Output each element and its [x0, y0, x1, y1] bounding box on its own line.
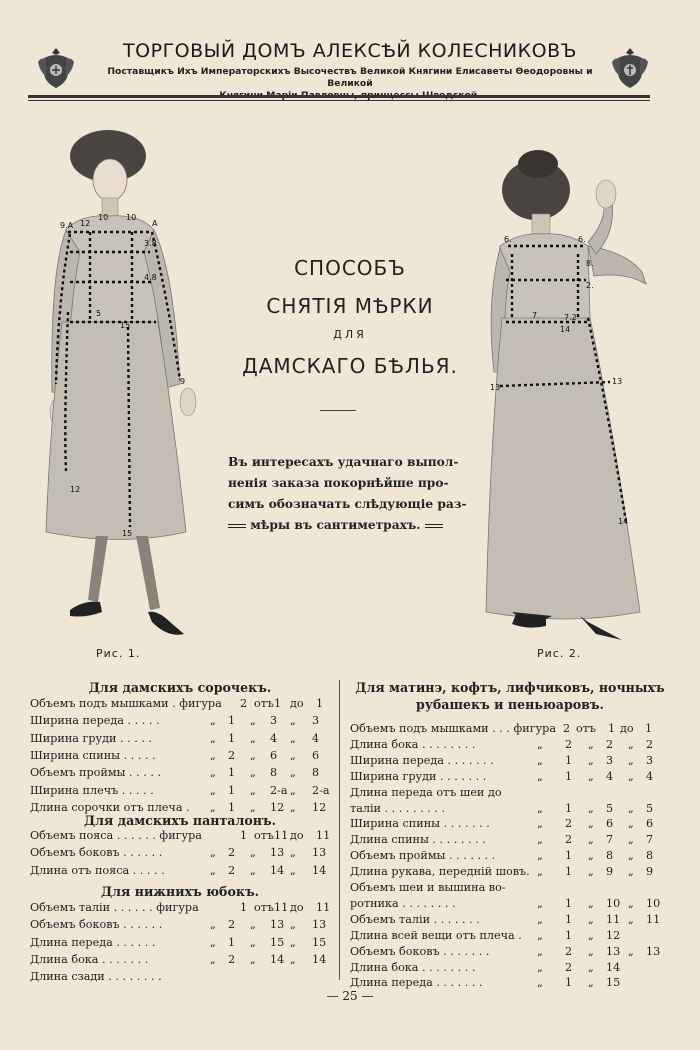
row-value: „ [250, 766, 256, 780]
row-value: 8 [270, 766, 278, 780]
row-value: „ [290, 731, 296, 745]
table-row [0, 738, 700, 754]
table-row [0, 897, 700, 913]
company-title: ТОРГОВЫЙ ДОМЪ АЛЕКСѢЙ КОЛЕСНИКОВЪ [123, 40, 577, 62]
row-value: 11 [274, 901, 289, 914]
row-value: 13 [312, 918, 327, 932]
row-value: „ [290, 952, 296, 966]
row-value: „ [210, 863, 216, 877]
row-value: „ [537, 896, 543, 910]
row-label: Длина всей вещи отъ плеча . [350, 928, 522, 942]
row-value: „ [537, 976, 543, 990]
row-value: 1 [228, 935, 236, 949]
intro-line: ненія заказа покорнѣйше про- [228, 476, 449, 490]
table-row [0, 833, 700, 849]
heading-line-3: ДЛЯ [333, 328, 367, 341]
row-value: 1 [274, 697, 282, 710]
row-value: „ [210, 748, 216, 762]
svg-text:2.: 2. [586, 281, 594, 290]
row-value: 12 [312, 800, 327, 814]
row-value: 1 [565, 928, 573, 942]
table-row [0, 783, 700, 802]
row-value: 6 [646, 817, 654, 831]
row-value: отъ [576, 722, 597, 735]
row-value: 13 [646, 944, 661, 958]
row-value: 2 [565, 960, 573, 974]
row-label: Ширина спины . . . . . . . [350, 817, 490, 831]
row-value: 4 [646, 769, 654, 783]
row-value: 1 [645, 722, 653, 735]
row-value: „ [250, 714, 256, 728]
row-value: 9 [606, 865, 614, 879]
row-value: 12 [270, 800, 285, 814]
row-value: 2 [646, 737, 654, 751]
row-value: 10 [606, 896, 621, 910]
svg-text:7.2: 7.2 [564, 313, 577, 322]
intro-line: симъ обозначать слѣдующіе раз- [228, 497, 467, 511]
row-label: таліи . . . . . . . . . [350, 801, 446, 815]
row-value: 2 [565, 737, 573, 751]
row-value: 14 [606, 960, 621, 974]
row-value: „ [210, 714, 216, 728]
row-value: „ [588, 960, 594, 974]
row-value: „ [250, 731, 256, 745]
row-value: 1 [228, 800, 236, 814]
row-value: „ [628, 849, 634, 863]
row-value: 12 [606, 928, 621, 942]
row-value: 1 [565, 769, 573, 783]
row-label: Длина сзади . . . . . . . . [30, 970, 162, 984]
row-value: 7 [606, 833, 614, 847]
svg-text:14: 14 [618, 517, 629, 526]
row-value: „ [588, 896, 594, 910]
svg-text:4.8: 4.8 [144, 273, 157, 282]
svg-text:6.: 6. [504, 235, 512, 244]
row-value: отъ [254, 901, 275, 914]
svg-text:5: 5 [96, 309, 102, 318]
table-row [0, 865, 700, 881]
row-value: „ [588, 944, 594, 958]
row-label: Объемъ проймы . . . . . . . [350, 849, 496, 863]
row-value: 2 [563, 722, 571, 735]
row-value: 14 [312, 952, 327, 966]
svg-text:15: 15 [120, 321, 131, 330]
section-title-petticoats: Для нижнихъ юбокъ. [100, 884, 259, 899]
row-label: Длина переда . . . . . . [30, 935, 156, 949]
page-number: — 25 — [326, 989, 374, 1003]
row-value: 2 [606, 737, 614, 751]
row-value: 2 [228, 846, 236, 860]
row-label: Объемъ подъ мышками . фигура [30, 697, 222, 710]
row-value: „ [290, 935, 296, 949]
svg-text:10: 10 [126, 213, 137, 222]
ornament-rule [320, 410, 356, 411]
row-value: 3 [646, 753, 654, 767]
coat-of-arms-icon [36, 46, 76, 90]
row-label: Ширина плечъ . . . . . [30, 783, 154, 797]
row-value: 15 [312, 935, 327, 949]
row-value: 1 [316, 697, 324, 710]
row-value: „ [210, 935, 216, 949]
row-value: 1 [565, 896, 573, 910]
row-value: 6 [270, 748, 278, 762]
figure-2-back-illustration [476, 142, 656, 647]
table-row [0, 817, 700, 833]
row-value: „ [290, 766, 296, 780]
row-value: 4 [270, 731, 278, 745]
section-title-matinee-line1: Для матинэ, кофтъ, лифчиковъ, ночныхъ [355, 680, 665, 695]
row-label: Ширина груди . . . . . . . [350, 769, 487, 783]
svg-text:A: A [152, 219, 158, 228]
row-value: „ [628, 865, 634, 879]
row-value: „ [628, 833, 634, 847]
svg-text:13: 13 [612, 377, 623, 386]
row-value: 1 [240, 829, 248, 842]
row-value: „ [290, 846, 296, 860]
header-rule [28, 100, 650, 101]
row-value: 1 [240, 901, 248, 914]
row-value: 2 [240, 697, 248, 710]
row-value: 3 [270, 714, 278, 728]
row-label: Ширина спины . . . . . [30, 748, 156, 762]
row-value: „ [210, 766, 216, 780]
table-row [0, 770, 700, 786]
row-value: „ [537, 817, 543, 831]
row-value: „ [250, 952, 256, 966]
row-label: Объемъ таліи . . . . . . фигура [30, 901, 199, 914]
svg-text:6.: 6. [578, 235, 586, 244]
row-value: 13 [270, 918, 285, 932]
intro-paragraph [228, 452, 467, 536]
row-value: 1 [565, 801, 573, 815]
row-value: 3 [606, 753, 614, 767]
coat-of-arms-icon [610, 46, 650, 90]
row-value: „ [537, 960, 543, 974]
row-value: 2 [228, 748, 236, 762]
row-label: Объемъ пояса . . . . . . фигура [30, 829, 202, 842]
row-value: 1 [228, 731, 236, 745]
row-value: 11 [274, 829, 289, 842]
svg-text:12: 12 [80, 219, 91, 228]
svg-text:14: 14 [560, 325, 571, 334]
row-value: 15 [270, 935, 285, 949]
double-rule-ornament [425, 524, 443, 528]
row-value: 5 [606, 801, 614, 815]
row-value: „ [628, 944, 634, 958]
row-value: „ [210, 952, 216, 966]
row-value: 6 [606, 817, 614, 831]
row-value: „ [290, 783, 296, 797]
row-value: 2 [565, 944, 573, 958]
row-value: „ [537, 865, 543, 879]
svg-text:12: 12 [70, 485, 81, 494]
heading-line-1: СПОСОБЪ [294, 256, 406, 280]
row-value: „ [628, 817, 634, 831]
row-label: Длина переда . . . . . . . [350, 976, 483, 990]
row-value: „ [537, 801, 543, 815]
header-rule [28, 95, 650, 98]
row-value: „ [588, 976, 594, 990]
table-row [0, 849, 700, 865]
row-label: Длина бока . . . . . . . . [350, 737, 476, 751]
row-value: „ [250, 935, 256, 949]
row-value: 1 [228, 766, 236, 780]
row-label: Объемъ боковъ . . . . . . [30, 918, 163, 932]
svg-text:3.8: 3.8 [144, 239, 157, 248]
svg-text:15: 15 [122, 529, 133, 538]
row-value: 2-а [312, 783, 330, 797]
heading-line-2: СНЯТІЯ МѢРКИ [266, 294, 434, 318]
row-label: Объемъ боковъ . . . . . . . [350, 944, 490, 958]
row-value: 1 [228, 783, 236, 797]
row-label: Длина спины . . . . . . . . [350, 833, 486, 847]
table-row [0, 722, 700, 738]
row-value: „ [537, 928, 543, 942]
row-value: „ [290, 714, 296, 728]
svg-text:13: 13 [490, 383, 501, 392]
row-value: 14 [312, 863, 327, 877]
row-value: „ [628, 753, 634, 767]
row-value: „ [290, 863, 296, 877]
row-label: Длина рукава, передній шовъ. [350, 865, 530, 879]
row-value: 4 [606, 769, 614, 783]
row-label: Объемъ боковъ . . . . . . [30, 846, 163, 860]
row-value: 14 [270, 952, 285, 966]
row-label: Объемъ таліи . . . . . . . [350, 912, 480, 926]
svg-text:9.A: 9.A [60, 221, 74, 230]
row-value: до [290, 829, 304, 842]
table-row [0, 945, 700, 961]
row-value: „ [210, 783, 216, 797]
row-value: 1 [608, 722, 616, 735]
row-value: 4 [312, 731, 320, 745]
row-value: „ [628, 896, 634, 910]
row-value: „ [588, 769, 594, 783]
subtitle-line: Поставщикъ Ихъ Императорскихъ Высочествъ Великой Княгини Елисаветы Θеодоровны и Великой [107, 66, 593, 89]
row-value: 6 [312, 748, 320, 762]
row-value: „ [628, 737, 634, 751]
svg-text:10: 10 [98, 213, 109, 222]
row-value: „ [537, 737, 543, 751]
row-value: „ [588, 928, 594, 942]
row-value: 8 [312, 766, 320, 780]
row-value: 13 [270, 846, 285, 860]
row-value: „ [537, 833, 543, 847]
table-row [0, 961, 700, 977]
heading-line-4: ДАМСКАГО БѢЛЬЯ. [242, 354, 458, 378]
row-value: „ [537, 769, 543, 783]
table-row [0, 697, 340, 713]
row-value: 11 [606, 912, 621, 926]
row-value: до [620, 722, 634, 735]
row-value: „ [250, 846, 256, 860]
row-value: 1 [565, 912, 573, 926]
row-label: Объемъ проймы . . . . . [30, 766, 161, 780]
row-value: „ [537, 753, 543, 767]
figure-1-caption: Рис. 1. [96, 647, 141, 660]
row-label: Объемъ подъ мышками . . . фигура [350, 722, 556, 735]
row-value: 5 [646, 801, 654, 815]
row-value: „ [628, 769, 634, 783]
table-row [0, 802, 700, 818]
row-label: Длина бока . . . . . . . [30, 952, 149, 966]
row-label: Длина переда отъ шеи до [350, 785, 502, 799]
row-value: „ [628, 912, 634, 926]
row-value: отъ [254, 829, 275, 842]
row-value: „ [537, 944, 543, 958]
double-rule-ornament [228, 524, 246, 528]
row-value: 1 [565, 849, 573, 863]
row-value: „ [537, 849, 543, 863]
row-value: „ [588, 753, 594, 767]
row-value: 11 [316, 829, 331, 842]
row-value: „ [537, 912, 543, 926]
section-title-matinee-line2: рубашекъ и пеньюаровъ. [416, 697, 604, 712]
row-value: „ [628, 801, 634, 815]
figure-1-front-illustration [40, 122, 210, 647]
row-value: „ [250, 783, 256, 797]
intro-line: Въ интересахъ удачнаго выпол- [228, 455, 459, 469]
row-value: до [290, 901, 304, 914]
row-value: 2 [565, 817, 573, 831]
row-label: Ширина переда . . . . . [30, 714, 160, 728]
row-value: „ [588, 737, 594, 751]
subtitle-line: Княгини Маріи Павловны, принцессы Шведской. [219, 90, 481, 101]
svg-text:8.: 8. [586, 259, 594, 268]
row-value: 3 [312, 714, 320, 728]
row-value: 11 [646, 912, 661, 926]
row-value: 10 [646, 896, 661, 910]
section-title-chemises: Для дамскихъ сорочекъ. [88, 680, 272, 695]
row-value: 13 [312, 846, 327, 860]
row-value: 1 [565, 865, 573, 879]
svg-text:7: 7 [532, 311, 538, 320]
row-value: 7 [646, 833, 654, 847]
row-value: „ [588, 833, 594, 847]
row-value: „ [210, 846, 216, 860]
intro-line-last [228, 515, 450, 536]
section-title-drawers: Для дамскихъ панталонъ. [83, 813, 277, 828]
row-value: 2 [228, 952, 236, 966]
row-value: 1 [565, 753, 573, 767]
row-value: „ [210, 731, 216, 745]
row-value: „ [250, 918, 256, 932]
row-value: до [290, 697, 304, 710]
row-value: 2-а [270, 783, 288, 797]
row-value: 15 [606, 976, 621, 990]
row-value: „ [250, 748, 256, 762]
row-value: „ [210, 800, 216, 814]
row-label: Длина отъ пояса . . . . . [30, 863, 165, 877]
table-row [0, 912, 700, 932]
row-label: Длина сорочки отъ плеча . [30, 800, 190, 814]
row-value: 8 [606, 849, 614, 863]
row-value: 2 [228, 918, 236, 932]
row-value: 2 [565, 833, 573, 847]
row-label: Ширина переда . . . . . . . [350, 753, 494, 767]
row-label: Объемъ шеи и вышина во- [350, 881, 506, 894]
row-label: Длина бока . . . . . . . . [350, 960, 476, 974]
figure-2-caption: Рис. 2. [537, 647, 582, 660]
row-value: „ [210, 918, 216, 932]
row-value: 9 [646, 865, 654, 879]
row-value: „ [588, 865, 594, 879]
row-label: ротника . . . . . . . . [350, 896, 456, 910]
row-value: „ [588, 849, 594, 863]
row-value: „ [290, 918, 296, 932]
row-value: 14 [270, 863, 285, 877]
row-value: „ [290, 748, 296, 762]
table-row [0, 929, 700, 945]
row-value: 2 [228, 863, 236, 877]
row-value: „ [250, 863, 256, 877]
table-row [0, 881, 700, 897]
intro-line-text: мѣры въ сантиметрахъ. [250, 518, 421, 532]
row-value: „ [588, 912, 594, 926]
row-value: „ [290, 800, 296, 814]
row-label: Ширина груди . . . . . [30, 731, 153, 745]
row-value: „ [588, 817, 594, 831]
row-value: „ [588, 801, 594, 815]
row-value: 13 [606, 944, 621, 958]
row-value: 11 [316, 901, 331, 914]
row-value: 1 [565, 976, 573, 990]
svg-text:9: 9 [180, 377, 186, 386]
row-value: 8 [646, 849, 654, 863]
table-row [0, 754, 700, 770]
row-value: „ [250, 800, 256, 814]
row-value: 1 [228, 714, 236, 728]
row-value: отъ [254, 697, 275, 710]
